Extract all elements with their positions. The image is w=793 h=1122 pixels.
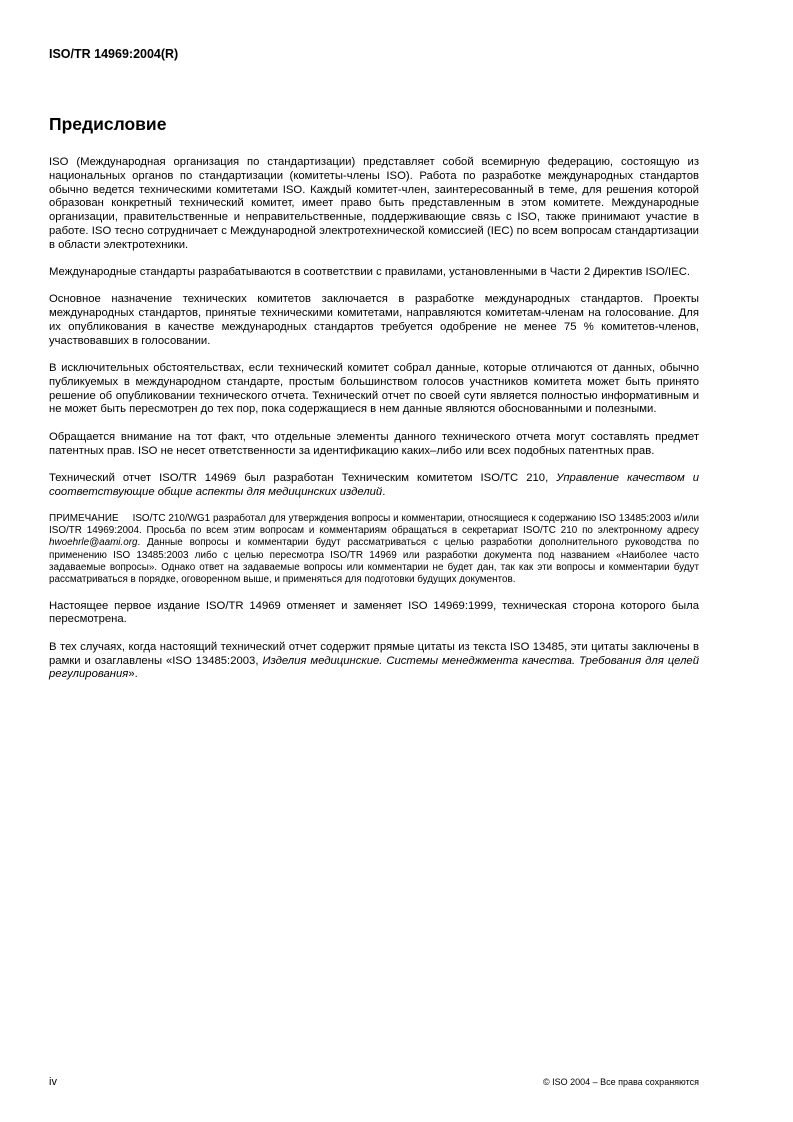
prepared-by-end: . [382, 485, 386, 498]
note-paragraph [49, 513, 699, 586]
committee-title: Управление качеством и соответствующие общие аспекты для медицинских изделий [49, 471, 699, 498]
prepared-by-text: Технический отчет ISO/TR 14969 был разработан Техническим комитетом ISO/TC 210, [49, 471, 557, 484]
paragraph-quotations [49, 641, 699, 682]
copyright-notice: © ISO 2004 – Все права сохраняются [542, 1077, 699, 1087]
quotations-text: В тех случаях, когда настоящий технический отчет содержит прямые цитаты из текста ISO 13485, эти цитаты заключены в рамки и озаглавлены «ISO 13485:2003, [49, 640, 699, 667]
paragraph-iso-federation: ISO (Международная организация по стандартизации) представляет собой всемирную федерацию, состоящую из национальных органов по стандартизации (комитеты-члены ISO). Работа по разработке международных стандартов обычно ведется техническими комитетами ISO. Каждый комитет-член, заинтересованный в теме, для решения которой образован конкретный технический комитет, имеет право быть представленным в этом комитете. Международные организации, правительственные и неправительственные, поддерживающие связь с ISO, также принимают участие в работе. ISO тесно сотрудничает с Международной электротехнической комиссией (IEC) по всем вопросам стандартизации в области электротехники. [49, 156, 699, 251]
note-text-end: . Данные вопросы и комментарии будут рассматриваться с целью разработки дополнительного руководства по применению ISO 13485:2003 либо с целью пересмотра ISO/TR 14969 или разработки документа под названием «Наиболее часто задаваемые вопросы». Однако ответ на задаваемые вопросы или комментарии не будет дан, так как эти вопросы и комментарии будут рассматриваться в порядке, оговоренном выше, и применяться для подготовки будущих документов. [49, 537, 699, 585]
note-label: ПРИМЕЧАНИЕ [49, 512, 119, 524]
document-page [49, 0, 699, 1122]
paragraph-prepared-by [49, 472, 699, 500]
contact-email: hwoehrle@aami.org [49, 537, 138, 549]
note-text-start: ISO/TC 210/WG1 разработал для утверждения вопросы и комментарии, относящиеся к содержанию ISO 13485:2003 и/или ISO/TR 14969:2004. Просьба по всем этим вопросам и комментариям обращаться в секретариат ISO/TC 210 по электронному адресу [49, 512, 699, 537]
paragraph-directives: Международные стандарты разрабатываются в соответствии с правилами, установленными в Части 2 Директив ISO/IEC. [49, 266, 691, 279]
foreword-title: Предисловие [49, 114, 167, 134]
quotations-end: ». [128, 668, 138, 681]
page-number: iv [49, 1076, 57, 1088]
foreword-body [49, 156, 699, 696]
paragraph-technical-report: В исключительных обстоятельствах, если технический комитет собрал данные, которые отличаются от данных, обычно публикуемых в международном стандарте, простым большинством голосов участников комитета может быть принято решение об опубликовании технического отчета. Технический отчет по своей сути является полностью информативным и не может быть пересмотрен до тех пор, пока содержащиеся в нем данные являются обоснованными и полезными. [49, 362, 699, 416]
paragraph-committees: Основное назначение технических комитетов заключается в разработке международных стандартов. Проекты международных стандартов, принятые техническими комитетами, направляются комитетам-членам на голосование. Для их опубликования в качестве международных стандартов требуется одобрение не менее 75 % комитетов-членов, участвовавших в голосовании. [49, 293, 699, 347]
document-id-header: ISO/TR 14969:2004(R) [49, 47, 179, 61]
standard-title: Изделия медицинские. Системы менеджмента качества. Требования для целей регулирования [49, 654, 699, 681]
paragraph-first-edition: Настоящее первое издание ISO/TR 14969 отменяет и заменяет ISO 14969:1999, техническая сторона которого была пересмотрена. [49, 599, 699, 626]
paragraph-patent-rights: Обращается внимание на тот факт, что отдельные элементы данного технического отчета могут составлять предмет патентных прав. ISO не несет ответственности за идентификацию каких–либо или всех подобных патентных прав. [49, 430, 699, 457]
